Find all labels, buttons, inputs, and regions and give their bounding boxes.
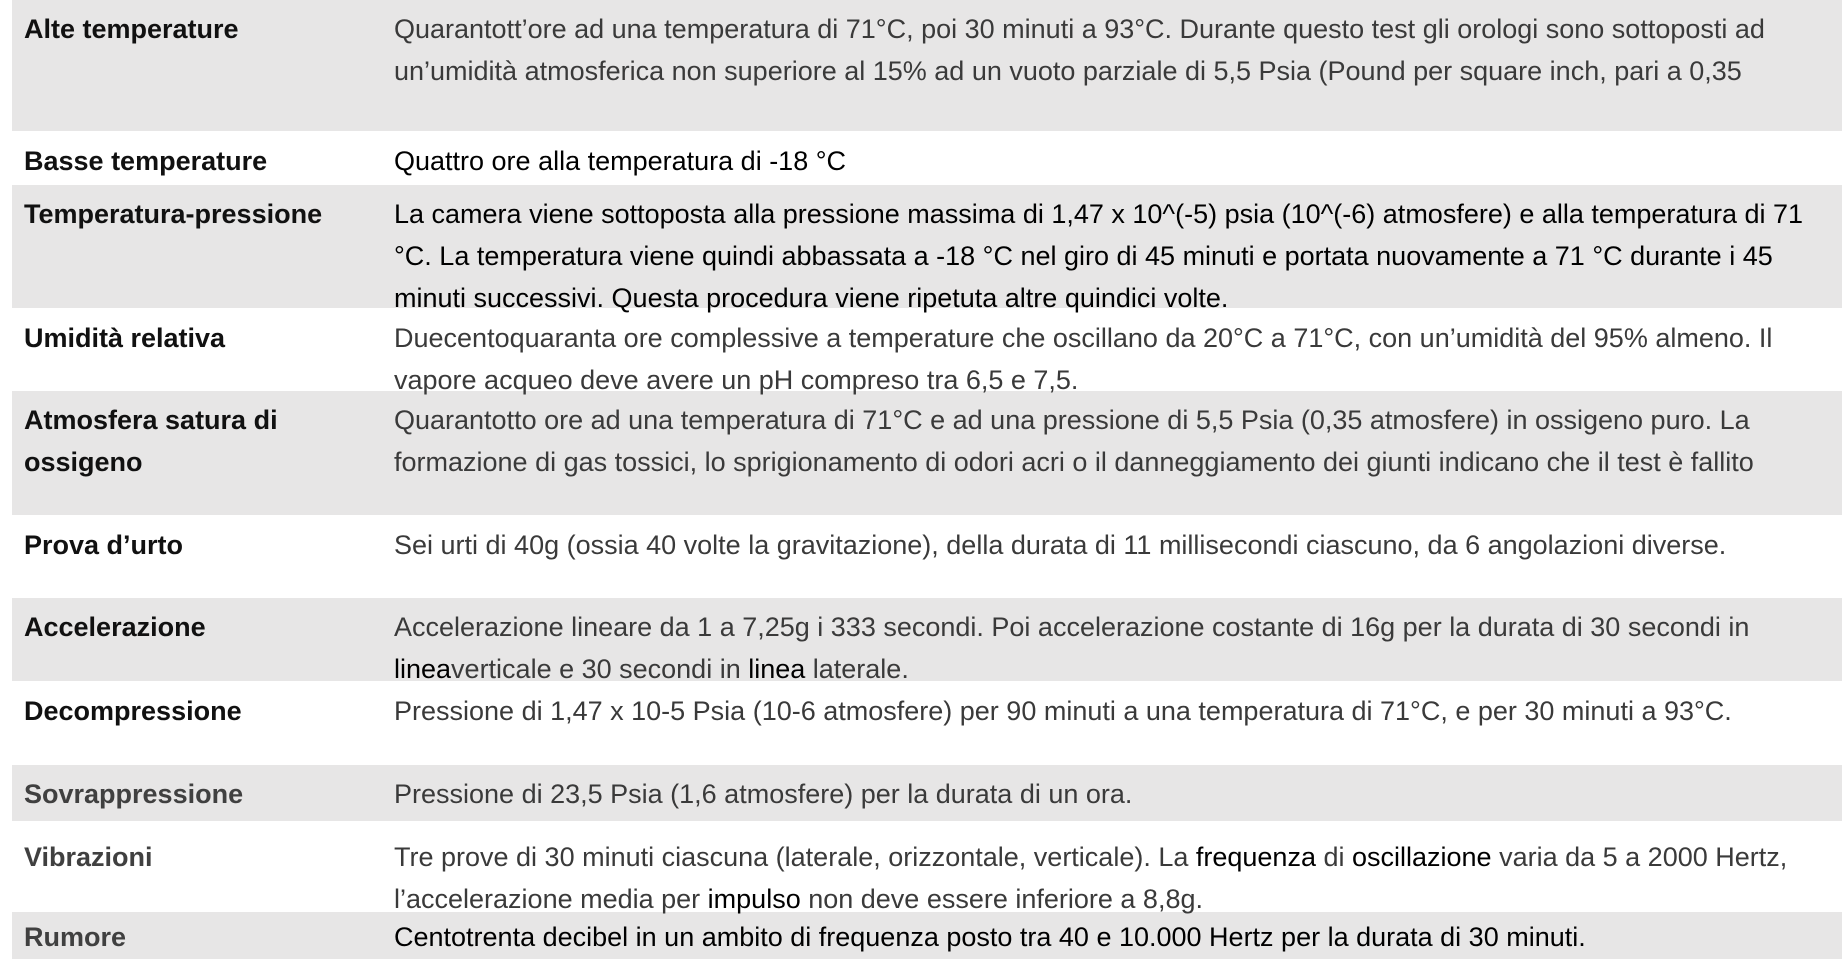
row-description: Sei urti di 40g (ossia 40 volte la gravitazione), della durata di 11 millisecondi ciascuno, da 6 angolazioni diverse.: [394, 530, 1727, 560]
table-row-vibrazioni: [12, 822, 1842, 912]
row-label: Basse temperature: [24, 146, 268, 176]
row-label: Sovrappressione: [24, 779, 244, 809]
table-row-decompressione: [12, 682, 1842, 765]
row-label: Decompressione: [24, 696, 242, 726]
desc-highlight: impulso: [707, 884, 801, 914]
table-row-temperatura-pressione: [12, 185, 1842, 313]
row-description: Centotrenta decibel in un ambito di frequenza posto tra 40 e 10.000 Hertz per la durata di 30 minuti.: [394, 922, 1586, 952]
desc-part: di: [1315, 842, 1352, 872]
row-label: Vibrazioni: [24, 842, 153, 872]
table-row-rumore: [12, 912, 1842, 960]
row-description: [382, 606, 1842, 684]
row-description: Duecentoquaranta ore complessive a temperature che oscillano da 20°C a 71°C, con un’umidità del 95% almeno. Il vapore acqueo deve avere un pH compreso tra 6,5 e 7,5.: [394, 323, 1773, 395]
row-label: Accelerazione: [24, 612, 206, 642]
row-description: Quarantott’ore ad una temperatura di 71°C, poi 30 minuti a 93°C. Durante questo test gli orologi sono sottoposti ad un’umidità atmosferica non superiore al 15% ad un vuoto parziale di 5,5 Psia (Pound per square inch, pari a 0,35: [394, 14, 1765, 86]
row-label: Temperatura-pressione: [24, 199, 323, 229]
desc-highlight: linea: [748, 654, 806, 684]
desc-part: Accelerazione lineare da 1 a 7,25g i 333 secondi. Poi accelerazione costante di 16g per la durata di 30 secondi in: [394, 612, 1750, 642]
desc-highlight: oscillazione: [1352, 842, 1492, 872]
desc-part: non deve essere inferiore a 8,8g.: [800, 884, 1203, 914]
desc-part: Tre prove di 30 minuti ciascuna (laterale, orizzontale, verticale). La: [394, 842, 1196, 872]
desc-highlight: frequenza: [1195, 842, 1316, 872]
table-row-basse-temperature: [12, 132, 1842, 185]
row-label: Alte temperature: [24, 14, 239, 44]
table-row-sovrappressione: [12, 765, 1842, 822]
row-label: Prova d’urto: [24, 530, 184, 560]
table-row-umidita-relativa: [12, 309, 1842, 395]
row-label: Umidità relativa: [24, 323, 226, 353]
desc-highlight: linea: [394, 654, 452, 684]
row-description: Pressione di 23,5 Psia (1,6 atmosfere) per la durata di un ora.: [394, 779, 1133, 809]
desc-part: laterale.: [805, 654, 909, 684]
table-row-atmosfera-ossigeno: [12, 391, 1842, 516]
desc-part: verticale e 30 secondi in: [451, 654, 749, 684]
desc-part: varia da 5 a 2000 Hertz, l’accelerazione media per: [394, 842, 1788, 914]
row-description: Pressione di 1,47 x 10-5 Psia (10-6 atmosfere) per 90 minuti a una temperatura di 71°C, e per 30 minuti a 93°C.: [394, 696, 1732, 726]
row-description: Quattro ore alla temperatura di -18 °C: [394, 146, 847, 176]
test-specifications-table: [12, 0, 1842, 960]
row-label: Atmosfera satura di ossigeno: [24, 405, 278, 477]
row-description: [382, 836, 1842, 914]
row-description: Quarantotto ore ad una temperatura di 71°C e ad una pressione di 5,5 Psia (0,35 atmosfere) in ossigeno puro. La formazione di gas tossici, lo sprigionamento di odori acri o il danneggiamento dei giunti indicano che il test è fallito: [394, 405, 1754, 477]
row-description: La camera viene sottoposta alla pressione massima di 1,47 x 10^(-5) psia (10^(-6) atmosfere) e alla temperatura di 71 °C. La temperatura viene quindi abbassata a -18 °C nel giro di 45 minuti e portata nuovamente a 71 °C durante i 45 minuti successivi. Questa procedura viene ripetuta altre quindici volte.: [394, 199, 1804, 313]
table-row-alte-temperature: [12, 0, 1842, 132]
table-row-accelerazione: [12, 598, 1842, 682]
table-row-prova-urto: [12, 516, 1842, 598]
row-label: Rumore: [24, 922, 127, 952]
